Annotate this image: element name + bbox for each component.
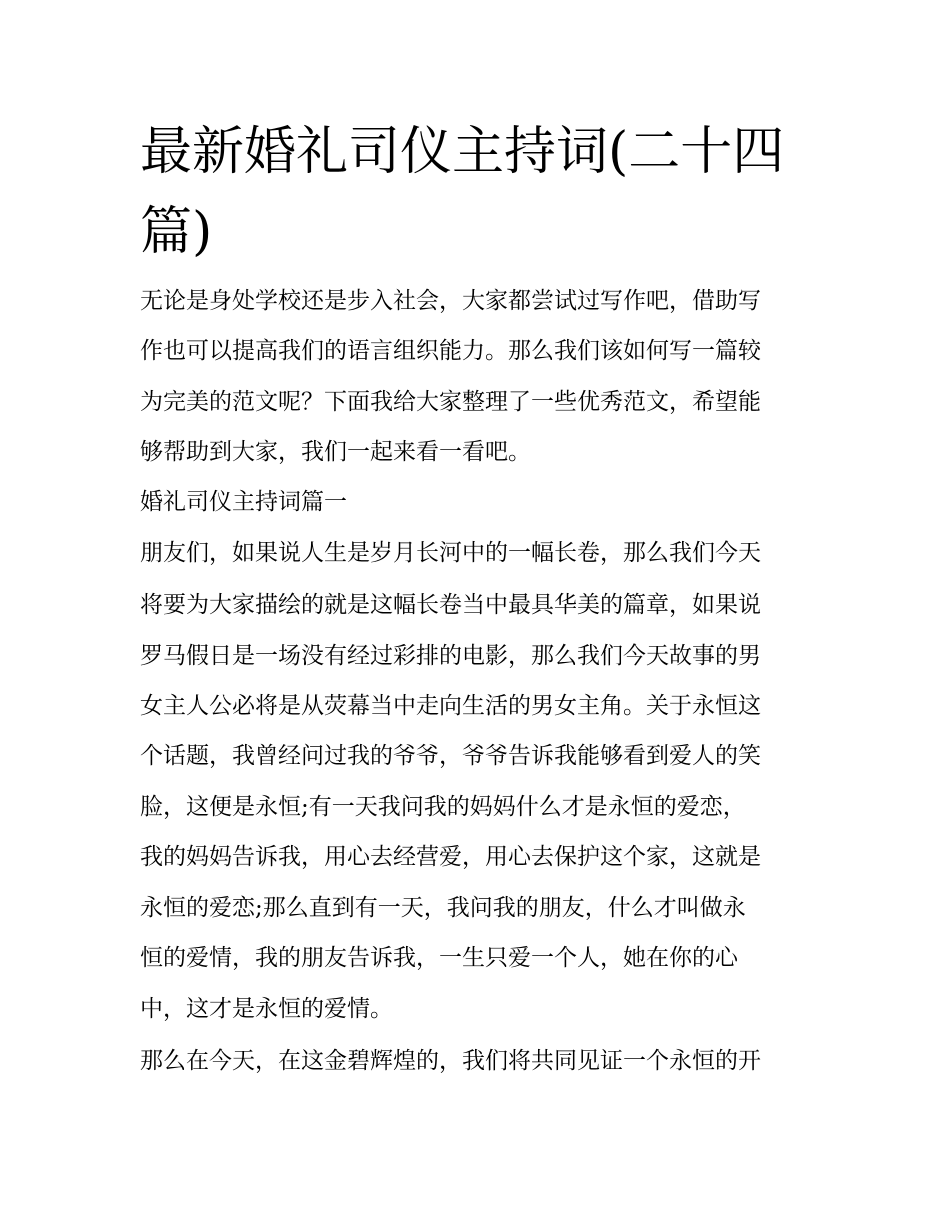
- intro-line-2: 作也可以提高我们的语言组织能力。那么我们该如何写一篇较: [140, 338, 761, 364]
- document-title: 最新婚礼司仪主持词(二十四篇): [140, 122, 785, 262]
- body-line-5: 个话题，我曾经问过我的爷爷，爷爷告诉我能够看到爱人的笑: [140, 743, 761, 769]
- intro-line-1: 无论是身处学校还是步入社会，大家都尝试过写作吧，借助写: [140, 288, 761, 314]
- section-heading: 婚礼司仪主持词篇一: [140, 489, 347, 515]
- body-line-4: 女主人公必将是从荧幕当中走向生活的男女主角。关于永恒这: [140, 693, 761, 719]
- body-line-8: 永恒的爱恋;那么直到有一天，我问我的朋友，什么才叫做永: [140, 895, 746, 921]
- body-line-6: 脸，这便是永恒;有一天我问我的妈妈什么才是永恒的爱恋，: [140, 794, 746, 820]
- body-line-10: 中，这才是永恒的爱情。: [140, 996, 393, 1022]
- intro-line-3: 为完美的范文呢？下面我给大家整理了一些优秀范文，希望能: [140, 389, 761, 415]
- body-line-1: 朋友们，如果说人生是岁月长河中的一幅长卷，那么我们今天: [140, 540, 761, 566]
- body-line-2: 将要为大家描绘的就是这幅长卷当中最具华美的篇章，如果说: [140, 592, 761, 618]
- body-line-3: 罗马假日是一场没有经过彩排的电影，那么我们今天故事的男: [140, 643, 761, 669]
- body-line-7: 我的妈妈告诉我，用心去经营爱，用心去保护这个家，这就是: [140, 844, 761, 870]
- body-line-11: 那么在今天，在这金碧辉煌的，我们将共同见证一个永恒的开: [140, 1048, 761, 1074]
- intro-line-4: 够帮助到大家，我们一起来看一看吧。: [140, 439, 531, 465]
- body-line-9: 恒的爱情，我的朋友告诉我，一生只爱一个人，她在你的心: [140, 945, 738, 971]
